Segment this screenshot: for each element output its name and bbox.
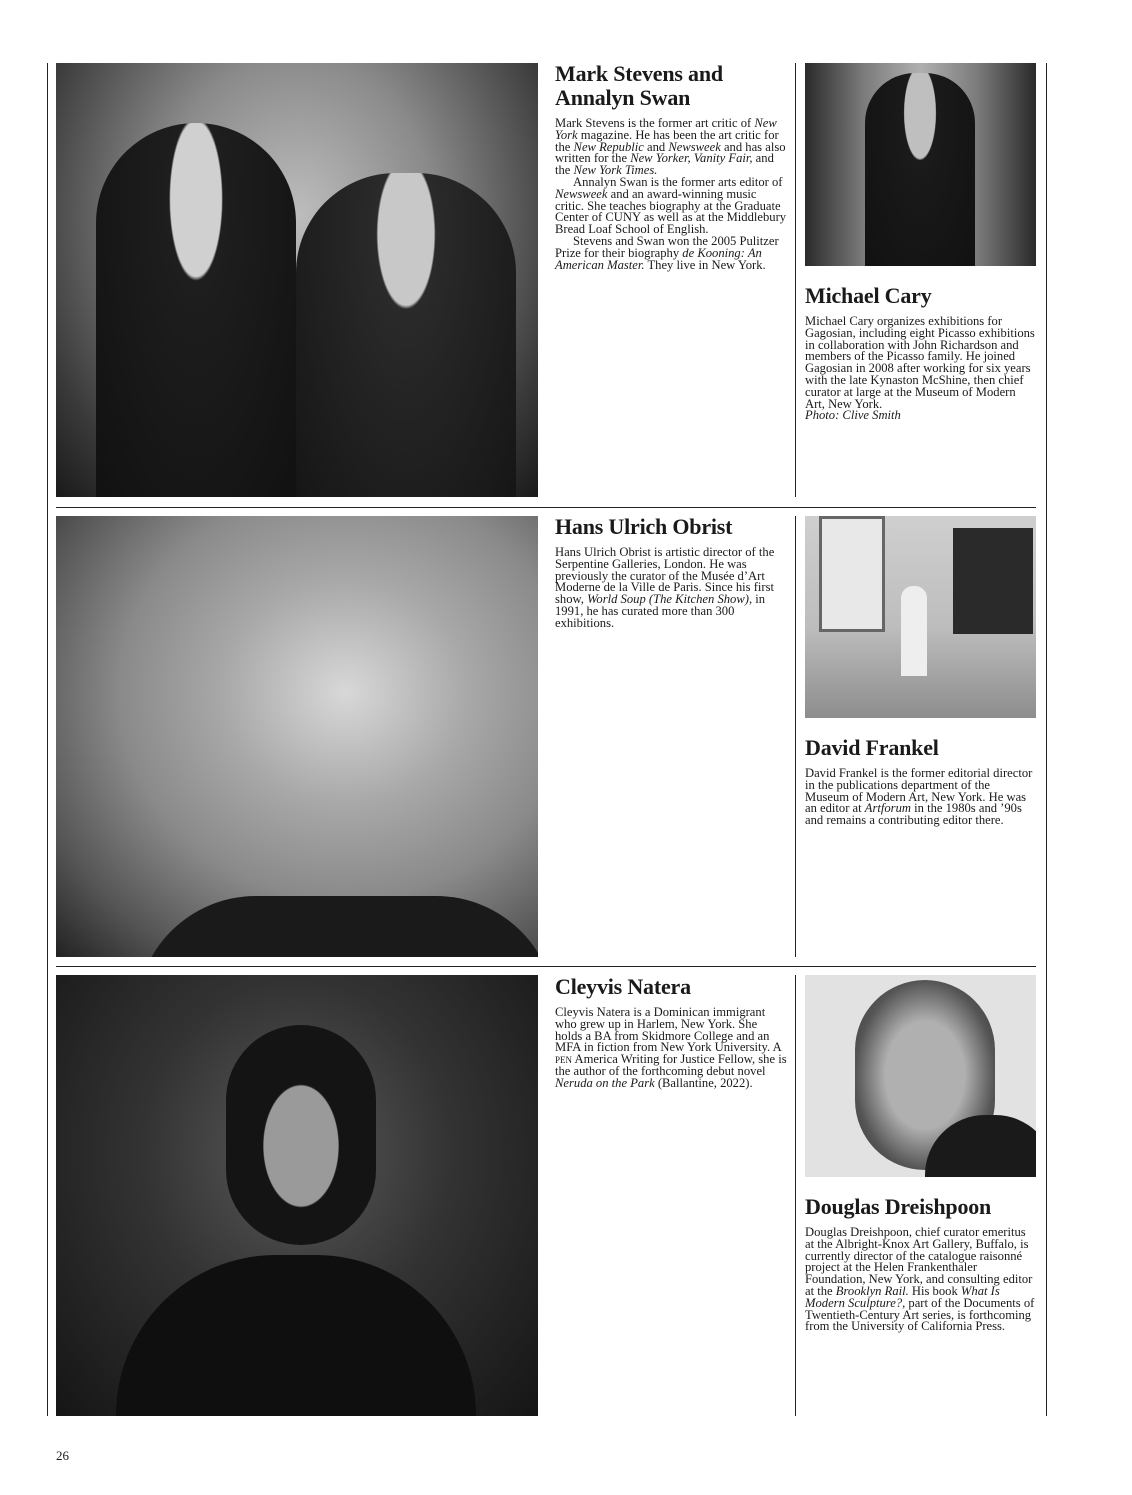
bio-text: and has also written for the [555, 139, 786, 166]
bio-text: Douglas Dreishpoon, chief curator emeritus at the Albright-Knox Art Gallery, Buffalo, is currently director of the catalogue raisonné project at the Helen Frankenthaler Foundation, New York, and consulting editor at the [805, 1225, 1033, 1298]
italic-title-text: Artforum [864, 801, 911, 816]
bio-name-heading: Mark Stevens and Annalyn Swan [555, 61, 723, 110]
portrait-photo-cleyvis-natera [56, 975, 538, 1416]
bio-paragraph [555, 233, 787, 272]
bio-text: Cleyvis Natera is a Dominican immigrant who grew up in Harlem, New York. She holds a BA from Skidmore College and an MFA in fiction from New York University. A [555, 1005, 781, 1055]
small-caps-text: pen [555, 1052, 573, 1067]
bio-text: magazine. He has been the art critic for the [555, 127, 779, 154]
bio-hans-ulrich-obrist [555, 515, 787, 630]
bio-david-frankel [805, 736, 1037, 827]
italic-title-text: New York Times. [573, 163, 658, 178]
portrait-photo-stevens-swan [56, 63, 538, 497]
italic-title-text: Newsweek [668, 139, 721, 154]
bio-text: (Ballantine, 2022). [654, 1075, 753, 1090]
bio-paragraph [805, 316, 1037, 410]
bio-name-heading: Michael Cary [805, 283, 932, 308]
bio-text: His book [908, 1283, 961, 1298]
row-divider-2 [56, 966, 1036, 967]
bio-name-heading: David Frankel [805, 735, 939, 760]
photo-david-frankel-gallery [805, 516, 1036, 718]
column-rule-row1 [795, 63, 796, 497]
bio-paragraph [555, 547, 787, 630]
bio-paragraph [555, 118, 787, 177]
bio-text: Hans Ulrich Obrist is artistic director of the Serpentine Galleries, London. He was previously the curator of the Musée d’Art Moderne de la Ville de Paris. Since his first show, [555, 545, 775, 607]
bio-text: Stevens and Swan won the 2005 Pulitzer Prize for their biography [555, 233, 779, 260]
bio-paragraph [805, 768, 1037, 827]
italic-title-text: New Yorker, Vanity Fair, [630, 151, 753, 166]
bio-paragraph [555, 174, 787, 237]
left-rule [47, 63, 48, 1416]
bio-name-heading: Cleyvis Natera [555, 974, 691, 999]
bio-name-heading: Hans Ulrich Obrist [555, 514, 733, 539]
bio-paragraph [555, 1007, 787, 1090]
portrait-photo-douglas-dreishpoon [805, 975, 1036, 1177]
portrait-photo-hans-ulrich-obrist [56, 516, 538, 957]
bio-text: and the [555, 151, 774, 178]
bio-text: and an award-winning music critic. She teaches biography at the Graduate Center of CUNY as well as at the Middlebury Bread Loaf School of English. [555, 186, 787, 237]
column-rule-row2 [795, 516, 796, 957]
bio-text: Annalyn Swan is the former arts editor of [573, 174, 783, 189]
italic-title-text: World Soup (The Kitchen Show) [587, 592, 749, 607]
bio-paragraph [805, 1227, 1037, 1333]
italic-title-text: Brooklyn Rail. [835, 1283, 909, 1298]
italic-title-text: New York [555, 116, 777, 142]
bio-paragraph [805, 410, 1037, 422]
bio-text: They live in New York. [644, 257, 766, 272]
bio-text: America Writing for Justice Fellow, she is the author of the forthcoming debut novel [555, 1052, 787, 1078]
italic-title-text: Neruda on the Park [555, 1075, 655, 1090]
row-divider-1 [56, 507, 1036, 508]
right-rule [1046, 63, 1047, 1416]
bio-text: in the 1980s and ’90s and remains a contributing editor there. [805, 801, 1022, 828]
bio-stevens-swan [555, 62, 787, 271]
bio-michael-cary [805, 284, 1037, 422]
bio-text: Mark Stevens is the former art critic of [555, 116, 755, 130]
bio-text: , in 1991, he has curated more than 300 exhibitions. [555, 592, 766, 630]
bio-name-heading: Douglas Dreishpoon [805, 1194, 992, 1219]
bio-text: and [643, 139, 669, 154]
bio-text: , part of the Documents of Twentieth-Century Art series, is forthcoming from the University of California Press. [805, 1295, 1035, 1334]
bio-text: David Frankel is the former editorial director in the publications department of the Museum of Modern Art, New York. He was an editor at [805, 766, 1033, 816]
italic-title-text: New Republic [573, 139, 644, 154]
page-number: 26 [56, 1448, 69, 1463]
italic-title-text: Newsweek [555, 186, 608, 201]
bio-douglas-dreishpoon [805, 1195, 1037, 1333]
column-rule-row3 [795, 975, 796, 1416]
italic-title-text: Photo: Clive Smith [805, 408, 901, 423]
italic-title-text: What Is Modern Sculpture? [805, 1283, 1000, 1310]
portrait-photo-michael-cary [805, 63, 1036, 266]
italic-title-text: de Kooning: An American Master. [555, 245, 762, 272]
bio-text: Michael Cary organizes exhibitions for Gagosian, including eight Picasso exhibitions in collaboration with John Richardson and members of the Picasso family. He joined Gagosian in 2008 after working for six years with the late Kynaston McShine, then chief curator at large at the Museum of Modern Art, New York. [805, 314, 1035, 411]
bio-cleyvis-natera [555, 975, 787, 1090]
